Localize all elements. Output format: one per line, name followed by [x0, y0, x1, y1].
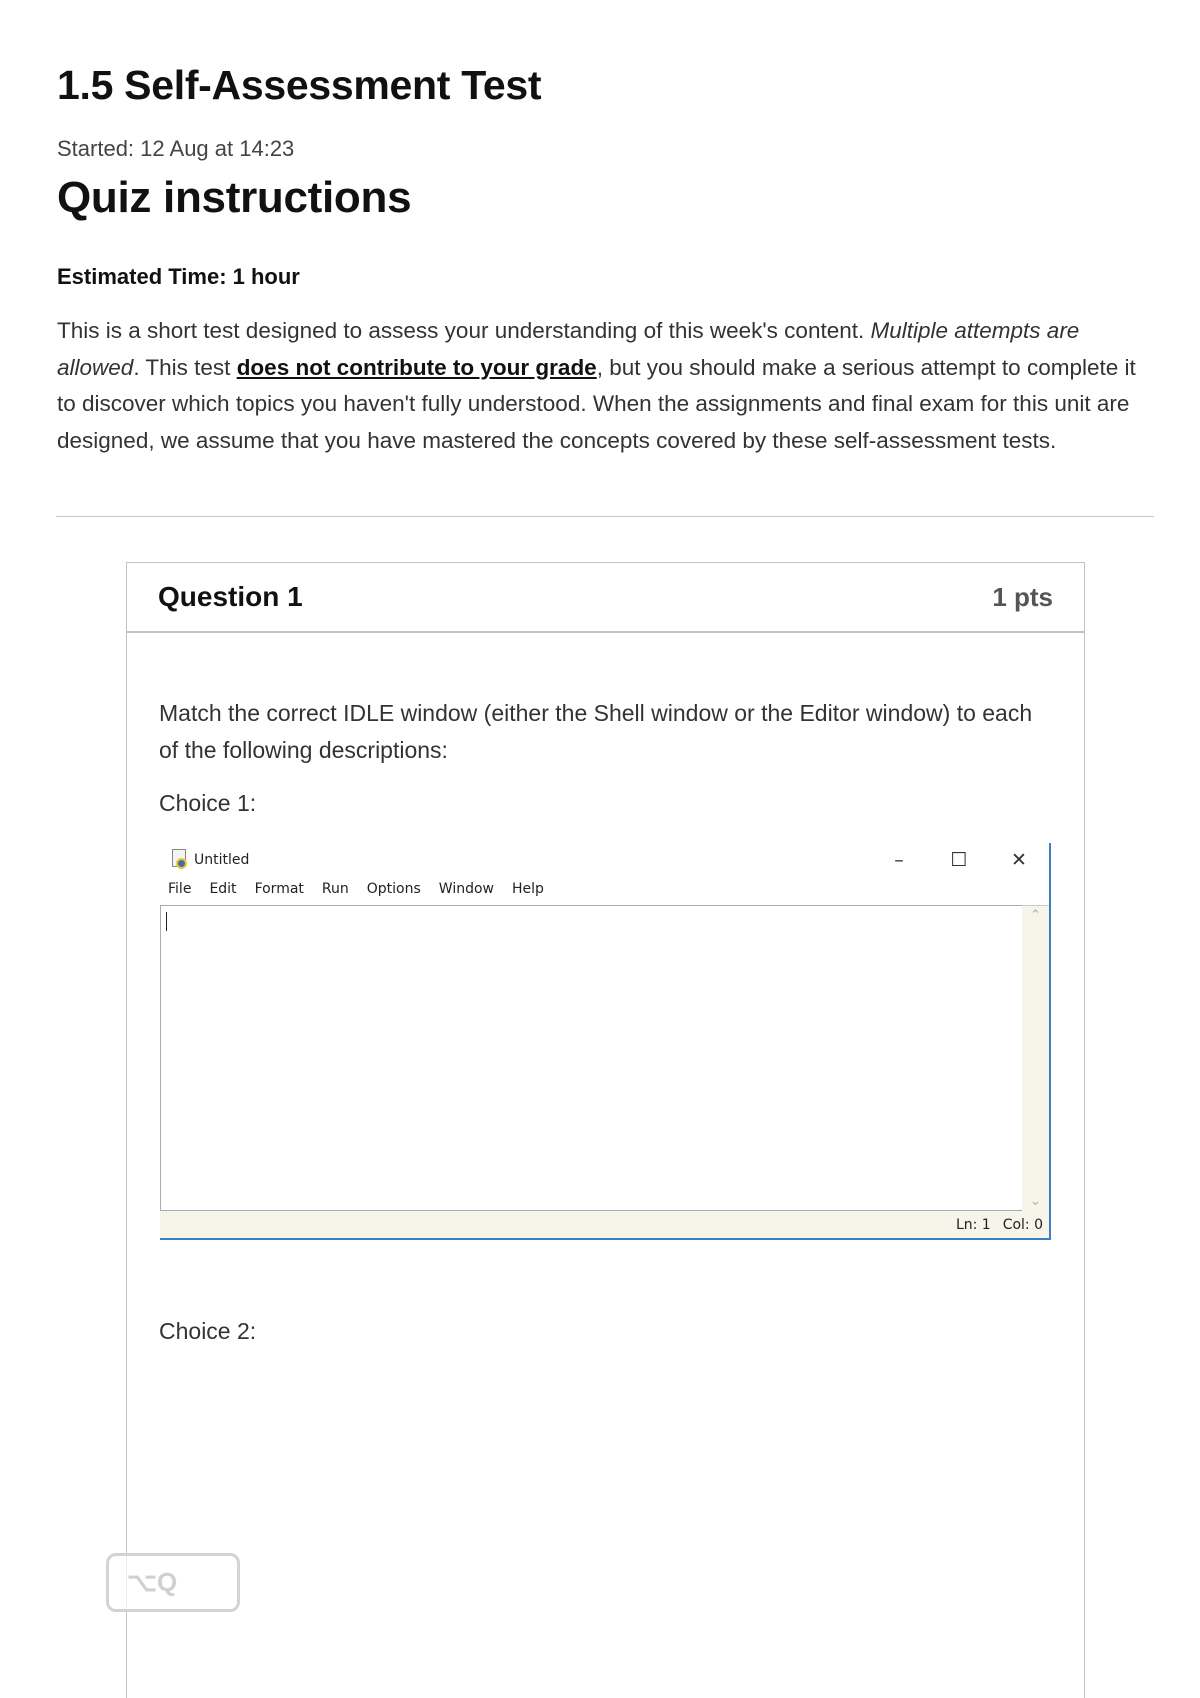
started-timestamp: Started: 12 Aug at 14:23	[57, 136, 295, 161]
python-file-icon	[169, 849, 189, 871]
question-points: 1 pts	[992, 581, 1053, 612]
section-divider	[56, 516, 1154, 517]
menu-item-run: Run	[321, 881, 349, 897]
text-caret	[166, 912, 167, 931]
idle-titlebar	[160, 843, 1049, 877]
menu-item-file: File	[168, 881, 192, 897]
question-text: Match the correct IDLE window (either the Shell window or the Editor window) to each of the following descriptions:	[159, 700, 1033, 763]
question-card	[126, 562, 1085, 1698]
menu-item-edit: Edit	[209, 881, 237, 897]
intro-text-1: This is a short test designed to assess your understanding of this week's content.	[57, 318, 871, 343]
menu-item-options: Options	[366, 881, 421, 897]
intro-italic: Multiple attempts are allowed	[57, 318, 1080, 380]
menu-item-window: Window	[438, 881, 494, 897]
choice-1-label: Choice 1:	[159, 790, 257, 816]
idle-editor-window-image	[160, 843, 1051, 1240]
close-icon: ✕	[1011, 849, 1027, 871]
question-header	[127, 563, 1084, 633]
floating-shortcut-widget[interactable]: ⌥Q	[106, 1553, 240, 1612]
idle-menubar	[160, 877, 1049, 901]
menu-item-format: Format	[254, 881, 304, 897]
minimize-icon: –	[894, 849, 904, 871]
choice-2-label: Choice 2:	[159, 1318, 257, 1344]
intro-paragraph	[57, 313, 1157, 459]
status-line: Ln: 1	[955, 1216, 991, 1233]
intro-text-2: . This test	[133, 354, 237, 380]
instructions-heading: Quiz instructions	[57, 173, 412, 222]
question-title: Question 1	[158, 581, 303, 612]
intro-text-3: , but you should make a serious attempt to complete it to discover which topics you haven't fully understood. When the assignments and final exam for this unit are designed, we assume that you have mastered the concepts covered by these self-assessment tests.	[57, 354, 1136, 453]
scroll-up-icon: ⌃	[1030, 908, 1041, 923]
menu-item-help: Help	[512, 881, 544, 897]
vertical-scrollbar	[1022, 905, 1049, 1211]
window-controls	[869, 849, 1049, 871]
editor-text-area	[160, 905, 1022, 1211]
intro-emphasis: does not contribute to your grade	[236, 354, 597, 380]
status-col: Col: 0	[1002, 1216, 1043, 1233]
idle-statusbar	[160, 1211, 1049, 1238]
scroll-down-icon: ⌄	[1030, 1194, 1041, 1209]
maximize-icon: ☐	[950, 849, 968, 871]
page-title: 1.5 Self-Assessment Test	[57, 62, 542, 108]
estimated-time: Estimated Time: 1 hour	[57, 264, 300, 289]
idle-window-title: Untitled	[194, 852, 250, 868]
